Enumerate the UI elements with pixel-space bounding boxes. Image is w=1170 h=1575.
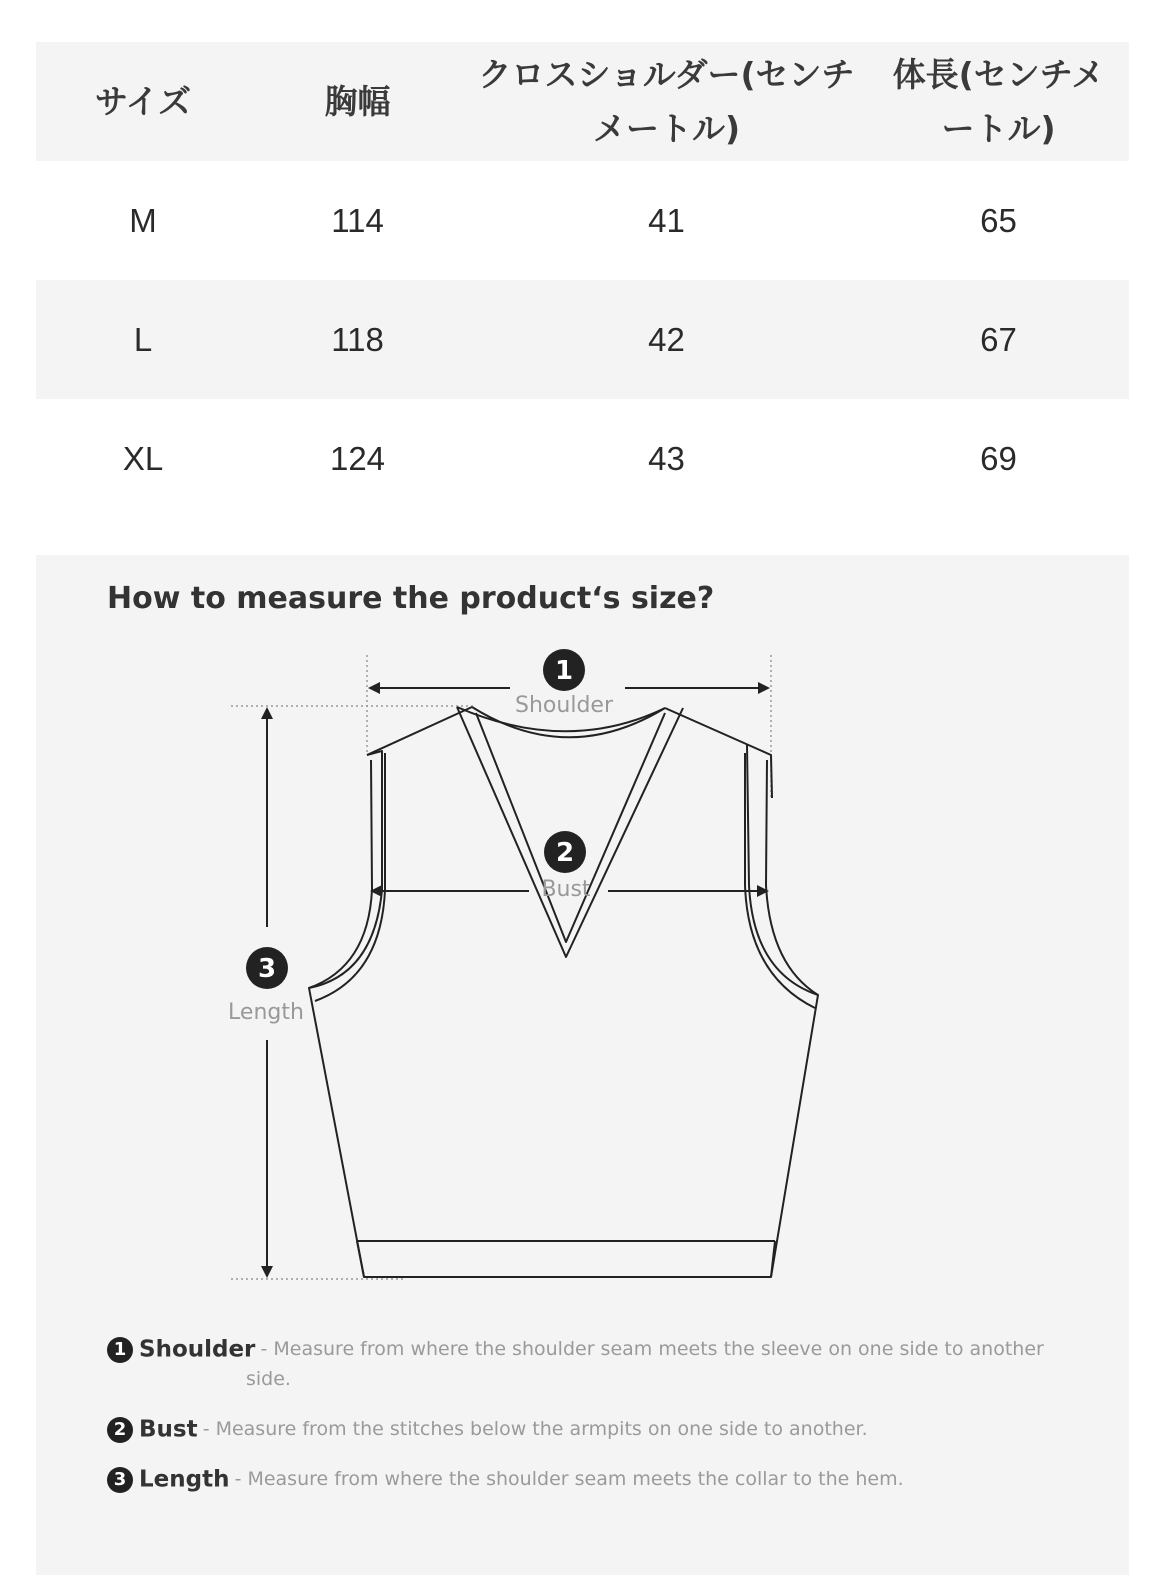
number-2-badge-icon: 2	[107, 1417, 133, 1443]
header-body-length: 体長(センチメートル)	[892, 54, 1105, 148]
legend-term: Length	[139, 1466, 230, 1493]
size-chart-table	[36, 42, 1129, 518]
guide-title: How to measure the product‘s size?	[107, 581, 715, 616]
length-cell: 67	[980, 320, 1017, 358]
guide-lines	[231, 655, 771, 1279]
table-row	[36, 280, 1129, 399]
table-row	[36, 399, 1129, 518]
number-2-text: 2	[555, 838, 575, 868]
legend-term: Shoulder	[139, 1336, 256, 1363]
chest-cell: 118	[331, 320, 384, 358]
header-size: サイズ	[94, 81, 192, 121]
number-1-badge-icon: 1	[107, 1337, 133, 1363]
header-cross-shoulder: クロスショルダー(センチメートル)	[478, 54, 855, 148]
length-label: Length	[228, 1000, 304, 1025]
number-1-text: 1	[554, 656, 574, 686]
number-3-text: 3	[257, 954, 277, 984]
size-cell: XL	[122, 439, 164, 477]
legend-item-shoulder	[107, 1331, 1067, 1390]
legend-description: - Measure from where the shoulder seam meets the collar to the hem.	[234, 1468, 904, 1490]
vest-outline	[309, 707, 818, 1277]
number-3-badge-icon: 3	[107, 1467, 133, 1493]
shoulder-cell: 42	[648, 320, 685, 358]
size-cell: M	[129, 201, 157, 239]
length-cell: 65	[980, 201, 1017, 239]
table-row	[36, 161, 1129, 280]
table-header-row	[36, 42, 1129, 161]
legend-description-continued: side.	[246, 1368, 291, 1390]
chest-cell: 114	[331, 201, 384, 239]
shoulder-label: Shoulder	[515, 693, 613, 718]
shoulder-cell: 41	[648, 201, 685, 239]
bust-label: Bust	[541, 877, 591, 902]
chest-cell: 124	[329, 439, 386, 477]
measure-guide-panel	[36, 555, 1129, 1575]
legend-term: Bust	[139, 1416, 198, 1443]
shoulder-cell: 43	[648, 439, 685, 477]
length-cell: 69	[980, 439, 1017, 477]
legend-description: - Measure from where the shoulder seam meets the sleeve on one side to another	[260, 1338, 1044, 1360]
header-chest-width: 胸幅	[324, 81, 391, 121]
size-cell: L	[133, 320, 153, 358]
legend-description: - Measure from the stitches below the armpits on one side to another.	[202, 1418, 868, 1440]
legend-item-bust	[107, 1411, 1067, 1448]
vest-diagram	[36, 555, 1129, 1315]
legend-item-length	[107, 1461, 1067, 1498]
